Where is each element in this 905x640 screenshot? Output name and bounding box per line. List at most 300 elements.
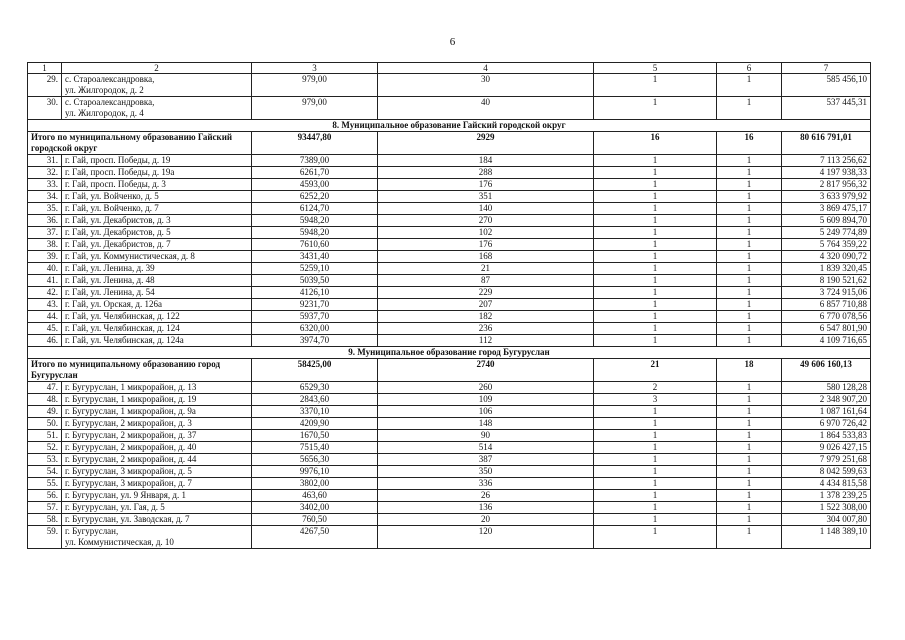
table-row (28, 502, 871, 514)
address-cell (62, 442, 252, 454)
residents-cell: 229 (378, 287, 594, 299)
col6-cell: 1 (717, 335, 782, 347)
col5-cell: 1 (594, 167, 717, 179)
address-line: г. Бугуруслан, ул. Заводская, д. 7 (65, 514, 190, 524)
residents-cell: 40 (378, 97, 594, 120)
row-number: 57. (28, 502, 62, 514)
residents-cell: 148 (378, 418, 594, 430)
col6-cell: 1 (717, 167, 782, 179)
table-row (28, 97, 871, 120)
address-line: с. Староалександровка, (65, 74, 155, 84)
address-line: г. Гай, ул. Декабристов, д. 7 (65, 239, 171, 249)
row-number: 30. (28, 97, 62, 120)
amount-cell: 4 320 090,72 (782, 251, 871, 263)
row-number: 41. (28, 275, 62, 287)
col5-cell: 1 (594, 251, 717, 263)
address-cell (62, 191, 252, 203)
area-cell: 3802,00 (252, 478, 378, 490)
col5-cell: 1 (594, 179, 717, 191)
area-cell: 760,50 (252, 514, 378, 526)
amount-cell: 1 087 161,64 (782, 406, 871, 418)
address-cell (62, 526, 252, 549)
residents-cell: 106 (378, 406, 594, 418)
address-line: г. Бугуруслан, 1 микрорайон, д. 13 (65, 382, 197, 392)
col5-cell: 1 (594, 263, 717, 275)
residents-cell: 168 (378, 251, 594, 263)
page-number: 6 (449, 36, 456, 48)
col6-cell: 1 (717, 394, 782, 406)
address-cell (62, 406, 252, 418)
address-line: с. Староалександровка, (65, 97, 155, 107)
col6-cell: 1 (717, 239, 782, 251)
amount-cell: 3 869 475,17 (782, 203, 871, 215)
area-cell: 5937,70 (252, 311, 378, 323)
amount-cell: 4 434 815,58 (782, 478, 871, 490)
address-line: г. Гай, ул. Войченко, д. 5 (65, 191, 159, 201)
amount-cell: 7 113 256,62 (782, 155, 871, 167)
table-row (28, 215, 871, 227)
row-number: 29. (28, 74, 62, 97)
residents-cell: 21 (378, 263, 594, 275)
table-row (28, 526, 871, 549)
table-row (28, 311, 871, 323)
amount-cell: 304 007,80 (782, 514, 871, 526)
row-number: 36. (28, 215, 62, 227)
col5-cell: 1 (594, 406, 717, 418)
address-line: г. Бугуруслан, 3 микрорайон, д. 5 (65, 466, 192, 476)
column-header: 5 (594, 63, 717, 74)
address-line: г. Бугуруслан, 1 микрорайон, д. 19 (65, 394, 197, 404)
table-row (28, 275, 871, 287)
address-cell (62, 299, 252, 311)
col6-cell: 1 (717, 382, 782, 394)
amount-cell: 7 979 251,68 (782, 454, 871, 466)
address-line: г. Гай, просп. Победы, д. 3 (65, 179, 166, 189)
col6-cell: 1 (717, 97, 782, 120)
address-line: г. Бугуруслан, 2 микрорайон, д. 3 (65, 418, 192, 428)
residents-cell: 350 (378, 466, 594, 478)
area-cell: 1670,50 (252, 430, 378, 442)
total-label: Итого по муниципальному образованию город Бугуруслан (28, 359, 252, 382)
address-line: г. Бугуруслан, 2 микрорайон, д. 37 (65, 430, 197, 440)
residents-cell: 102 (378, 227, 594, 239)
area-cell: 979,00 (252, 74, 378, 97)
table-row (28, 167, 871, 179)
row-number: 42. (28, 287, 62, 299)
residents-cell: 387 (378, 454, 594, 466)
area-cell: 5259,10 (252, 263, 378, 275)
address-line: ул. Жилгородок, д. 2 (65, 85, 144, 95)
row-number: 38. (28, 239, 62, 251)
row-number: 50. (28, 418, 62, 430)
col6-cell: 1 (717, 191, 782, 203)
table-row (28, 442, 871, 454)
table-row (28, 287, 871, 299)
total-residents: 2740 (378, 359, 594, 382)
residents-cell: 514 (378, 442, 594, 454)
col6-cell: 1 (717, 466, 782, 478)
amount-cell: 6 970 726,42 (782, 418, 871, 430)
col6-cell: 1 (717, 179, 782, 191)
column-header: 4 (378, 63, 594, 74)
address-cell (62, 490, 252, 502)
row-number: 43. (28, 299, 62, 311)
residents-cell: 236 (378, 323, 594, 335)
address-line: г. Бугуруслан, 3 микрорайон, д. 7 (65, 478, 192, 488)
area-cell: 4267,50 (252, 526, 378, 549)
table-row (28, 478, 871, 490)
total-col6: 18 (717, 359, 782, 382)
area-cell: 2843,60 (252, 394, 378, 406)
column-header: 7 (782, 63, 871, 74)
total-col6: 16 (717, 132, 782, 155)
amount-cell: 2 348 907,20 (782, 394, 871, 406)
row-number: 55. (28, 478, 62, 490)
table-row (28, 335, 871, 347)
area-cell: 6252,20 (252, 191, 378, 203)
address-cell (62, 167, 252, 179)
row-number: 40. (28, 263, 62, 275)
address-line: г. Гай, ул. Челябинская, д. 124а (65, 335, 184, 345)
amount-cell: 4 109 716,65 (782, 335, 871, 347)
address-line: г. Бугуруслан, (65, 526, 119, 536)
area-cell: 7610,60 (252, 239, 378, 251)
residents-cell: 120 (378, 526, 594, 549)
col6-cell: 1 (717, 299, 782, 311)
table-row (28, 406, 871, 418)
section-header-row (28, 120, 871, 132)
amount-cell: 5 249 774,89 (782, 227, 871, 239)
col6-cell: 1 (717, 155, 782, 167)
column-number-header-row (28, 63, 871, 74)
residents-cell: 140 (378, 203, 594, 215)
housing-program-table (27, 62, 871, 549)
total-amount: 80 616 791,01 (782, 132, 871, 155)
table-row (28, 382, 871, 394)
address-cell (62, 203, 252, 215)
section-header-row (28, 347, 871, 359)
amount-cell: 4 197 938,33 (782, 167, 871, 179)
amount-cell: 537 445,31 (782, 97, 871, 120)
area-cell: 5039,50 (252, 275, 378, 287)
col6-cell: 1 (717, 215, 782, 227)
residents-cell: 30 (378, 74, 594, 97)
table-row (28, 490, 871, 502)
address-line: ул. Жилгородок, д. 4 (65, 108, 144, 118)
row-number: 44. (28, 311, 62, 323)
column-header: 1 (28, 63, 62, 74)
amount-cell: 8 042 599,63 (782, 466, 871, 478)
column-header: 3 (252, 63, 378, 74)
address-cell (62, 311, 252, 323)
address-cell (62, 227, 252, 239)
address-cell (62, 394, 252, 406)
row-number: 45. (28, 323, 62, 335)
row-number: 31. (28, 155, 62, 167)
column-header: 6 (717, 63, 782, 74)
amount-cell: 9 026 427,15 (782, 442, 871, 454)
address-cell (62, 418, 252, 430)
area-cell: 979,00 (252, 97, 378, 120)
col6-cell: 1 (717, 514, 782, 526)
amount-cell: 1 378 239,25 (782, 490, 871, 502)
table-row (28, 418, 871, 430)
address-cell (62, 155, 252, 167)
address-cell (62, 466, 252, 478)
amount-cell: 1 864 533,83 (782, 430, 871, 442)
area-cell: 4209,90 (252, 418, 378, 430)
table-row (28, 251, 871, 263)
residents-cell: 270 (378, 215, 594, 227)
area-cell: 3974,70 (252, 335, 378, 347)
address-cell (62, 251, 252, 263)
address-line: г. Гай, ул. Коммунистическая, д. 8 (65, 251, 195, 261)
total-col5: 16 (594, 132, 717, 155)
total-residents: 2929 (378, 132, 594, 155)
area-cell: 4593,00 (252, 179, 378, 191)
row-number: 51. (28, 430, 62, 442)
address-cell (62, 478, 252, 490)
address-line: г. Гай, ул. Войченко, д. 7 (65, 203, 159, 213)
col5-cell: 1 (594, 502, 717, 514)
residents-cell: 87 (378, 275, 594, 287)
address-line: г. Бугуруслан, ул. 9 Января, д. 1 (65, 490, 186, 500)
amount-cell: 6 857 710,88 (782, 299, 871, 311)
table-row (28, 191, 871, 203)
col5-cell: 1 (594, 514, 717, 526)
address-line: г. Бугуруслан, 1 микрорайон, д. 9а (65, 406, 196, 416)
col6-cell: 1 (717, 203, 782, 215)
table-row (28, 179, 871, 191)
area-cell: 3370,10 (252, 406, 378, 418)
area-cell: 9231,70 (252, 299, 378, 311)
table-row (28, 454, 871, 466)
col5-cell: 2 (594, 382, 717, 394)
col6-cell: 1 (717, 406, 782, 418)
col5-cell: 1 (594, 287, 717, 299)
area-cell: 4126,10 (252, 287, 378, 299)
row-number: 58. (28, 514, 62, 526)
table-body (28, 63, 871, 549)
col6-cell: 1 (717, 526, 782, 549)
col5-cell: 1 (594, 526, 717, 549)
area-cell: 5948,20 (252, 227, 378, 239)
address-cell (62, 287, 252, 299)
residents-cell: 336 (378, 478, 594, 490)
col6-cell: 1 (717, 74, 782, 97)
col6-cell: 1 (717, 323, 782, 335)
area-cell: 6320,00 (252, 323, 378, 335)
residents-cell: 90 (378, 430, 594, 442)
row-number: 52. (28, 442, 62, 454)
col5-cell: 1 (594, 323, 717, 335)
area-cell: 6261,70 (252, 167, 378, 179)
area-cell: 7515,40 (252, 442, 378, 454)
amount-cell: 5 609 894,70 (782, 215, 871, 227)
col5-cell: 3 (594, 394, 717, 406)
table-row (28, 74, 871, 97)
table-row (28, 430, 871, 442)
amount-cell: 580 128,28 (782, 382, 871, 394)
row-number: 48. (28, 394, 62, 406)
row-number: 59. (28, 526, 62, 549)
col5-cell: 1 (594, 335, 717, 347)
col6-cell: 1 (717, 251, 782, 263)
total-area: 93447,80 (252, 132, 378, 155)
amount-cell: 8 190 521,62 (782, 275, 871, 287)
residents-cell: 112 (378, 335, 594, 347)
col5-cell: 1 (594, 454, 717, 466)
address-cell (62, 275, 252, 287)
total-label: Итого по муниципальному образованию Гайский городской округ (28, 132, 252, 155)
address-line: г. Гай, ул. Челябинская, д. 122 (65, 311, 180, 321)
row-number: 37. (28, 227, 62, 239)
total-row (28, 359, 871, 382)
col5-cell: 1 (594, 466, 717, 478)
residents-cell: 351 (378, 191, 594, 203)
residents-cell: 288 (378, 167, 594, 179)
section-title: 8. Муниципальное образование Гайский городской округ (28, 120, 871, 132)
address-cell (62, 97, 252, 120)
address-cell (62, 74, 252, 97)
col6-cell: 1 (717, 478, 782, 490)
address-line: г. Бугуруслан, 2 микрорайон, д. 40 (65, 442, 197, 452)
address-line: г. Гай, ул. Декабристов, д. 3 (65, 215, 171, 225)
area-cell: 6529,30 (252, 382, 378, 394)
col5-cell: 1 (594, 430, 717, 442)
amount-cell: 1 839 320,45 (782, 263, 871, 275)
row-number: 46. (28, 335, 62, 347)
col5-cell: 1 (594, 442, 717, 454)
table-row (28, 466, 871, 478)
address-line: г. Гай, ул. Ленина, д. 54 (65, 287, 155, 297)
col6-cell: 1 (717, 263, 782, 275)
address-cell (62, 263, 252, 275)
address-cell (62, 215, 252, 227)
address-line: ул. Коммунистическая, д. 10 (65, 537, 174, 547)
table-row (28, 263, 871, 275)
total-amount: 49 606 160,13 (782, 359, 871, 382)
row-number: 47. (28, 382, 62, 394)
table-row (28, 203, 871, 215)
address-cell (62, 502, 252, 514)
address-line: г. Гай, ул. Ленина, д. 48 (65, 275, 155, 285)
amount-cell: 6 547 801,90 (782, 323, 871, 335)
amount-cell: 3 724 915,06 (782, 287, 871, 299)
amount-cell: 3 633 979,92 (782, 191, 871, 203)
amount-cell: 5 764 359,22 (782, 239, 871, 251)
row-number: 53. (28, 454, 62, 466)
col6-cell: 1 (717, 454, 782, 466)
col5-cell: 1 (594, 191, 717, 203)
residents-cell: 184 (378, 155, 594, 167)
address-line: г. Бугуруслан, ул. Гая, д. 5 (65, 502, 165, 512)
area-cell: 5656,30 (252, 454, 378, 466)
table-row (28, 323, 871, 335)
address-cell (62, 430, 252, 442)
table-row (28, 299, 871, 311)
amount-cell: 2 817 956,32 (782, 179, 871, 191)
col6-cell: 1 (717, 311, 782, 323)
residents-cell: 20 (378, 514, 594, 526)
col6-cell: 1 (717, 490, 782, 502)
row-number: 35. (28, 203, 62, 215)
area-cell: 7389,00 (252, 155, 378, 167)
address-cell (62, 179, 252, 191)
area-cell: 6124,70 (252, 203, 378, 215)
address-line: г. Гай, ул. Челябинская, д. 124 (65, 323, 180, 333)
col5-cell: 1 (594, 155, 717, 167)
amount-cell: 6 770 078,56 (782, 311, 871, 323)
residents-cell: 136 (378, 502, 594, 514)
table-row (28, 155, 871, 167)
address-line: г. Бугуруслан, 2 микрорайон, д. 44 (65, 454, 197, 464)
address-cell (62, 239, 252, 251)
total-row (28, 132, 871, 155)
address-cell (62, 323, 252, 335)
address-line: г. Гай, ул. Орская, д. 126а (65, 299, 163, 309)
address-cell (62, 382, 252, 394)
col6-cell: 1 (717, 442, 782, 454)
col6-cell: 1 (717, 502, 782, 514)
row-number: 32. (28, 167, 62, 179)
row-number: 33. (28, 179, 62, 191)
row-number: 39. (28, 251, 62, 263)
col6-cell: 1 (717, 227, 782, 239)
total-area: 58425,00 (252, 359, 378, 382)
residents-cell: 176 (378, 179, 594, 191)
area-cell: 5948,20 (252, 215, 378, 227)
residents-cell: 176 (378, 239, 594, 251)
address-line: г. Гай, ул. Декабристов, д. 5 (65, 227, 171, 237)
row-number: 49. (28, 406, 62, 418)
row-number: 34. (28, 191, 62, 203)
address-cell (62, 454, 252, 466)
col5-cell: 1 (594, 203, 717, 215)
amount-cell: 1 148 389,10 (782, 526, 871, 549)
residents-cell: 182 (378, 311, 594, 323)
residents-cell: 26 (378, 490, 594, 502)
table-row (28, 227, 871, 239)
address-cell (62, 335, 252, 347)
table-row (28, 394, 871, 406)
col5-cell: 1 (594, 227, 717, 239)
address-line: г. Гай, просп. Победы, д. 19а (65, 167, 175, 177)
residents-cell: 260 (378, 382, 594, 394)
residents-cell: 207 (378, 299, 594, 311)
col6-cell: 1 (717, 430, 782, 442)
section-title: 9. Муниципальное образование город Бугуруслан (28, 347, 871, 359)
col5-cell: 1 (594, 311, 717, 323)
col5-cell: 1 (594, 418, 717, 430)
area-cell: 463,60 (252, 490, 378, 502)
table-row (28, 514, 871, 526)
address-line: г. Гай, просп. Победы, д. 19 (65, 155, 171, 165)
address-line: г. Гай, ул. Ленина, д. 39 (65, 263, 155, 273)
address-cell (62, 514, 252, 526)
area-cell: 3402,00 (252, 502, 378, 514)
row-number: 54. (28, 466, 62, 478)
area-cell: 9976,10 (252, 466, 378, 478)
col5-cell: 1 (594, 97, 717, 120)
table-row (28, 239, 871, 251)
total-col5: 21 (594, 359, 717, 382)
column-header: 2 (62, 63, 252, 74)
residents-cell: 109 (378, 394, 594, 406)
col5-cell: 1 (594, 215, 717, 227)
col5-cell: 1 (594, 239, 717, 251)
col6-cell: 1 (717, 287, 782, 299)
